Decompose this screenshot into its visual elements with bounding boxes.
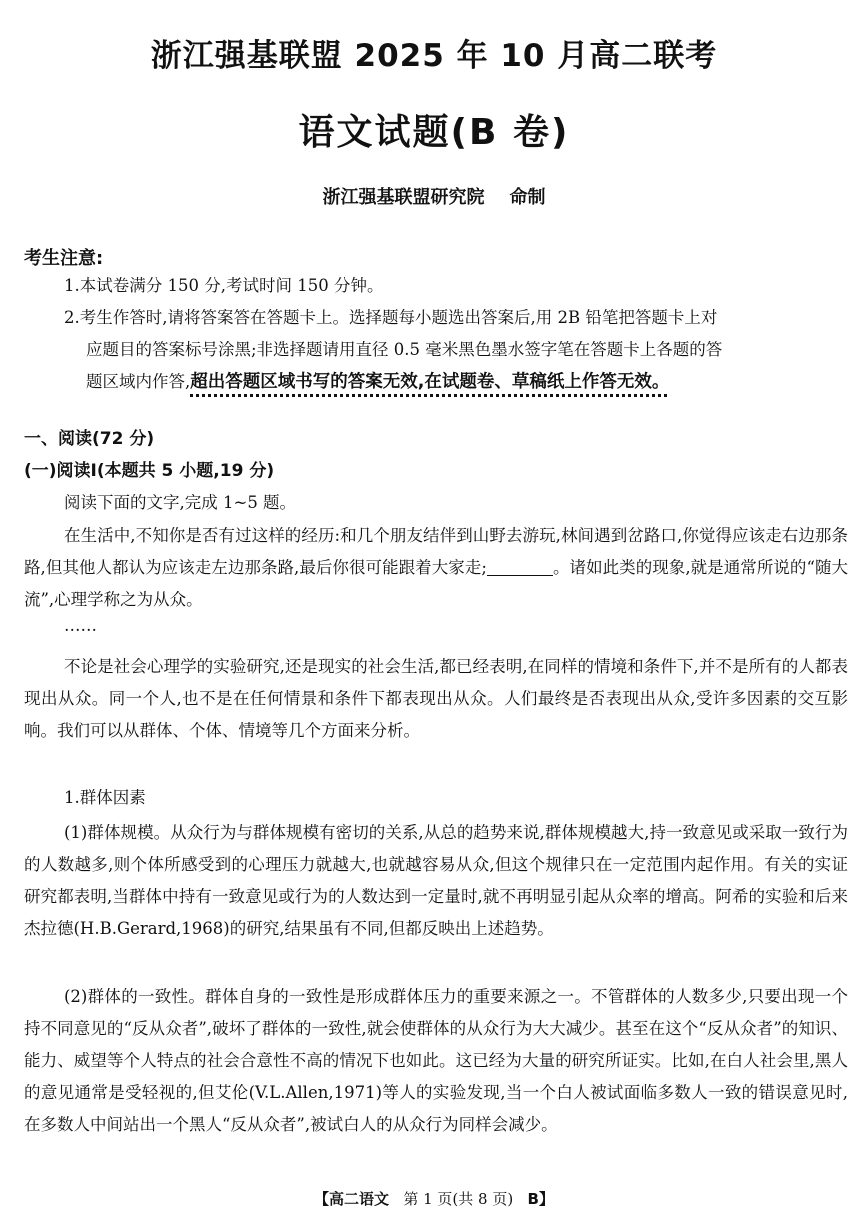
notice-item-2-line-1: 2.考生作答时,请将答案答在答题卡上。选择题每小题选出答案后,用 2B 铅笔把答题卡上对 [64, 308, 718, 327]
footer-label: 【高二语文 [314, 1190, 390, 1208]
notice-item-2-line-3 [64, 366, 854, 398]
exam-subtitle: 语文试题(B 卷) [298, 112, 570, 153]
section-heading: 一、阅读(72 分) [24, 429, 155, 449]
passage-heading-group-factors: 1.群体因素 [64, 788, 146, 807]
exam-title: 浙江强基联盟 2025 年 10 月高二联考 [150, 38, 718, 74]
passage-paragraph-2: 不论是社会心理学的实验研究,还是现实的社会生活,都已经表明,在同样的情境和条件下,并不是所有的人都表现出从众。同一个人,也不是在任何情景和条件下都表现出从众。人们最终是否表现出从众,受许多因素的交互影响。我们可以从群体、个体、情境等几个方面来分析。 [24, 657, 848, 740]
notice-list [64, 270, 854, 398]
passage-p1-text: 在生活中,不知你是否有过这样的经历:和几个朋友结伴到山野去游玩,林间遇到岔路口,你觉得应该走右边那条路,但其他人都认为应该走左边那条路,最后你很可能跟着大家走; [24, 526, 848, 577]
section-subheading: (一)阅读Ⅰ(本题共 5 小题,19 分) [24, 461, 275, 481]
passage-paragraph-1 [24, 520, 848, 616]
notice-item-1: 1.本试卷满分 150 分,考试时间 150 分钟。 [64, 276, 384, 295]
notice-heading: 考生注意: [24, 248, 104, 269]
passage-paragraph-4: (2)群体的一致性。群体自身的一致性是形成群体压力的重要来源之一。不管群体的人数多少,只要出现一个持不同意见的“反从众者”,破坏了群体的一致性,就会使群体的从众行为大大减少。甚至在这个“反从众者”的知识、能力、威望等个人特点的社会合意性不高的情况下也如此。这已经为大量的研究所证实。比如,在白人社会里,黑人的意见通常是受轻视的,但艾伦(V.L.Allen,1971)等人的实验发现,当一个白人被试面临多数人一致的错误意见时,在多数人中间站出一个黑人“反从众者”,被试白人的从众行为同样会减少。 [24, 987, 848, 1134]
passage-p1-tail: 。诸如此类的现象,就是通常所说的“随大流”,心理学称之为从众。 [24, 558, 848, 609]
footer-page-number: 第 1 页(共 8 页) [389, 1190, 528, 1208]
notice-emphasis: 超出答题区域书写的答案无效,在试题卷、草稿纸上作答无效。 [190, 372, 670, 392]
passage-ellipsis: …… [64, 616, 97, 635]
passage-paragraph-3: (1)群体规模。从众行为与群体规模有密切的关系,从总的趋势来说,群体规模越大,持一致意见或采取一致行为的人数越多,则个体所感受到的心理压力就越大,也就越容易从众,但这个规律只在一定范围内起作用。有关的实证研究都表明,当群体中持有一致意见或行为的人数达到一定量时,就不再明显引起从众率的增高。阿希的实验和后来杰拉德(H.B.Gerard,1968)的研究,结果虽有不同,但都反映出上述趋势。 [24, 823, 848, 938]
notice-item-2 [64, 302, 854, 398]
notice-item-2-plain: 题区域内作答, [86, 372, 191, 391]
reading-instruction: 阅读下面的文字,完成 1~5 题。 [64, 493, 297, 512]
page-footer [0, 1188, 868, 1209]
footer-version: B】 [527, 1190, 554, 1208]
notice-item-2-line-2: 应题目的答案标号涂黑;非选择题请用直径 0.5 毫米黑色墨水签字笔在答题卡上各题的答 [86, 340, 723, 359]
exam-author: 浙江强基联盟研究院 命制 [322, 187, 546, 208]
fill-in-blank [487, 557, 553, 576]
